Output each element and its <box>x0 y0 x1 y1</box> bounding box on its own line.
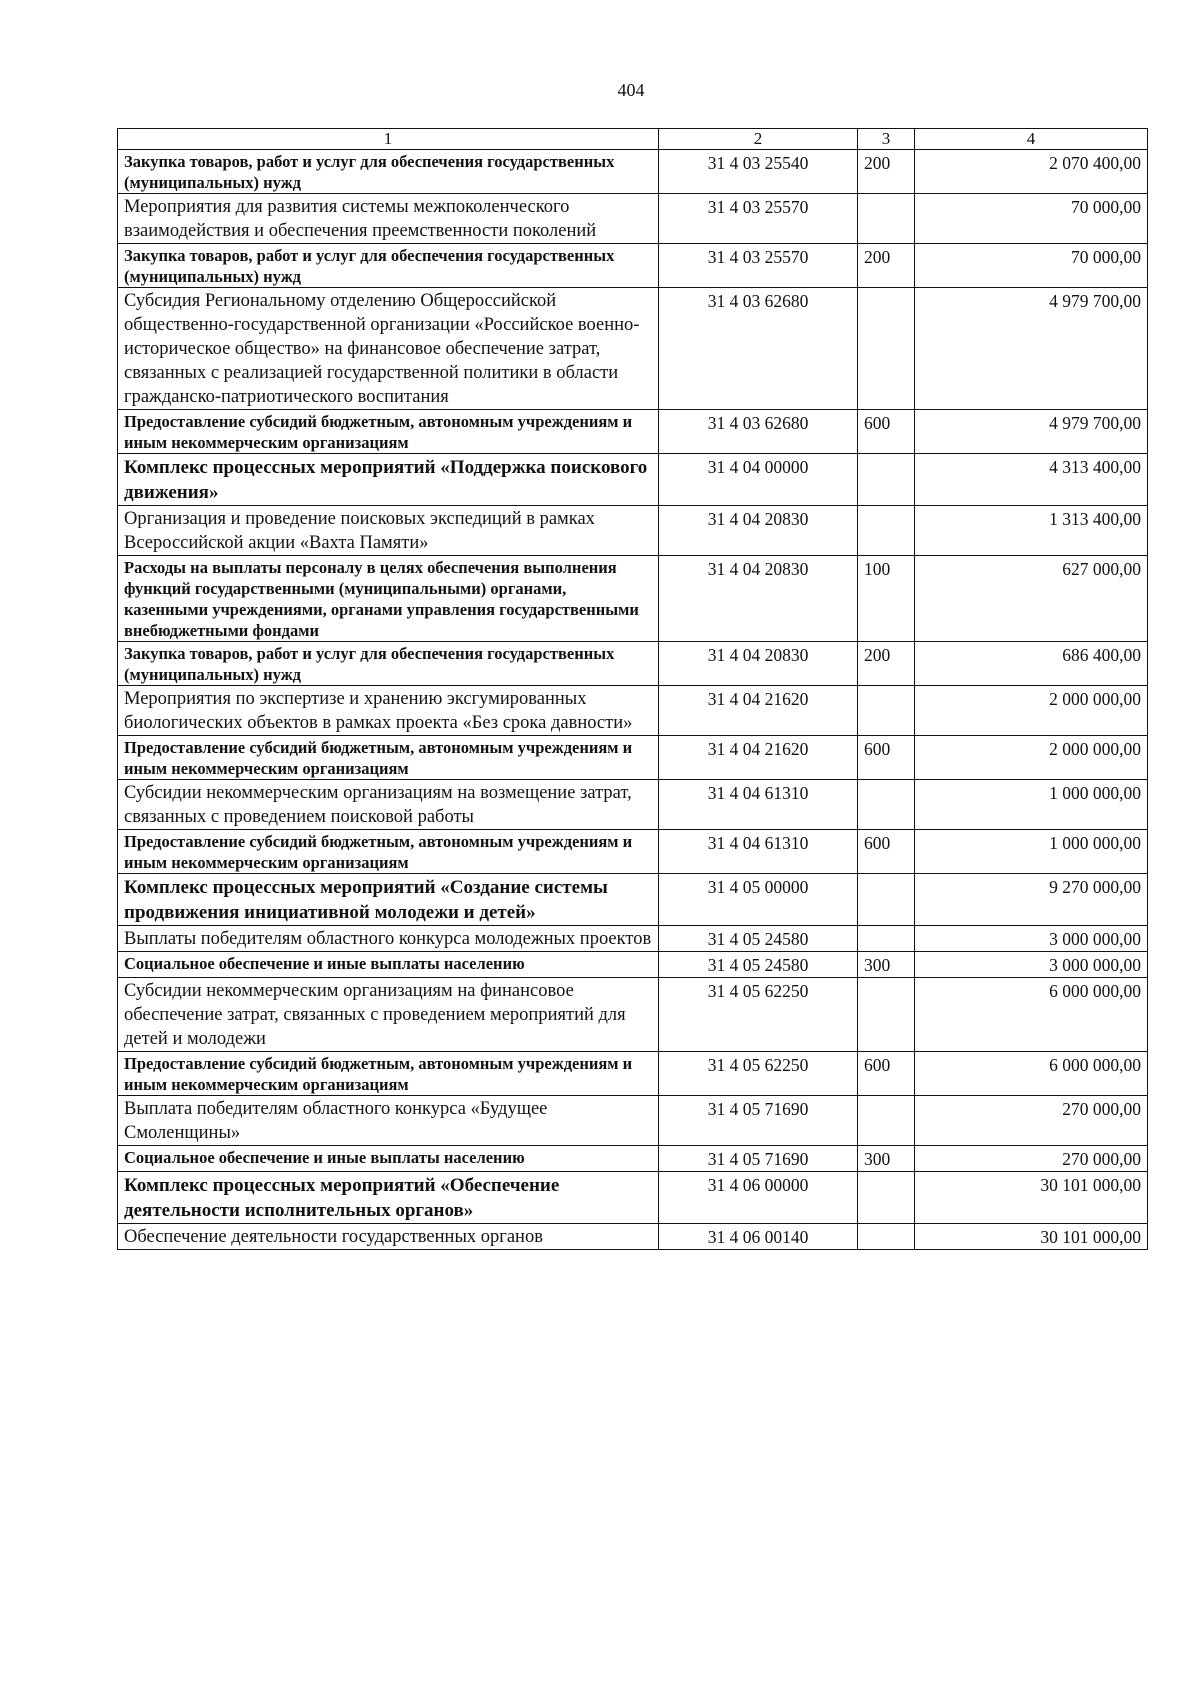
row-amount-cell: 70 000,00 <box>915 194 1148 244</box>
row-code-cell: 31 4 05 24580 <box>659 926 858 952</box>
table-row <box>118 1146 1148 1172</box>
row-code-cell: 31 4 06 00000 <box>659 1172 858 1224</box>
row-amount-cell: 3 000 000,00 <box>915 926 1148 952</box>
table-row <box>118 506 1148 556</box>
row-type-cell <box>858 978 915 1052</box>
row-code-cell: 31 4 05 00000 <box>659 874 858 926</box>
row-amount-cell: 4 313 400,00 <box>915 454 1148 506</box>
row-code-cell: 31 4 06 00140 <box>659 1224 858 1250</box>
row-code-cell: 31 4 04 20830 <box>659 642 858 686</box>
row-name-cell: Комплекс процессных мероприятий «Обеспечение деятельности исполнительных органов» <box>118 1172 659 1224</box>
row-name-cell: Закупка товаров, работ и услуг для обеспечения государственных (муниципальных) нужд <box>118 244 659 288</box>
row-name-cell: Организация и проведение поисковых экспедиций в рамках Всероссийской акции «Вахта Памяти» <box>118 506 659 556</box>
row-type-cell <box>858 686 915 736</box>
row-name-cell: Комплекс процессных мероприятий «Создание системы продвижения инициативной молодежи и детей» <box>118 874 659 926</box>
row-amount-cell: 1 000 000,00 <box>915 780 1148 830</box>
table-row <box>118 194 1148 244</box>
row-amount-cell: 1 000 000,00 <box>915 830 1148 874</box>
row-name-cell: Выплаты победителям областного конкурса молодежных проектов <box>118 926 659 952</box>
row-code-cell: 31 4 03 25570 <box>659 244 858 288</box>
row-type-cell: 300 <box>858 1146 915 1172</box>
row-type-cell <box>858 194 915 244</box>
table-row <box>118 244 1148 288</box>
header-col-3: 3 <box>858 129 915 150</box>
row-name-cell: Выплата победителям областного конкурса «Будущее Смоленщины» <box>118 1096 659 1146</box>
row-code-cell: 31 4 04 00000 <box>659 454 858 506</box>
table-row <box>118 952 1148 978</box>
row-type-cell <box>858 288 915 410</box>
row-name-cell: Закупка товаров, работ и услуг для обеспечения государственных (муниципальных) нужд <box>118 150 659 194</box>
row-type-cell: 600 <box>858 736 915 780</box>
row-type-cell <box>858 506 915 556</box>
row-code-cell: 31 4 04 61310 <box>659 780 858 830</box>
row-amount-cell: 2 070 400,00 <box>915 150 1148 194</box>
row-type-cell: 100 <box>858 556 915 642</box>
row-name-cell: Закупка товаров, работ и услуг для обеспечения государственных (муниципальных) нужд <box>118 642 659 686</box>
row-code-cell: 31 4 04 20830 <box>659 506 858 556</box>
table-row <box>118 736 1148 780</box>
table-row <box>118 1052 1148 1096</box>
row-type-cell <box>858 1224 915 1250</box>
row-name-cell: Субсидии некоммерческим организациям на финансовое обеспечение затрат, связанных с проведением мероприятий для детей и молодежи <box>118 978 659 1052</box>
table-row <box>118 926 1148 952</box>
row-amount-cell: 3 000 000,00 <box>915 952 1148 978</box>
row-code-cell: 31 4 04 21620 <box>659 736 858 780</box>
header-col-1: 1 <box>118 129 659 150</box>
row-code-cell: 31 4 04 61310 <box>659 830 858 874</box>
row-name-cell: Обеспечение деятельности государственных органов <box>118 1224 659 1250</box>
row-type-cell <box>858 1096 915 1146</box>
row-name-cell: Предоставление субсидий бюджетным, автономным учреждениям и иным некоммерческим организациям <box>118 736 659 780</box>
table-row <box>118 874 1148 926</box>
row-amount-cell: 1 313 400,00 <box>915 506 1148 556</box>
row-name-cell: Субсидии некоммерческим организациям на возмещение затрат, связанных с проведением поисковой работы <box>118 780 659 830</box>
row-type-cell: 600 <box>858 410 915 454</box>
table-row <box>118 410 1148 454</box>
row-name-cell: Мероприятия по экспертизе и хранению эксгумированных биологических объектов в рамках проекта «Без срока давности» <box>118 686 659 736</box>
table-row <box>118 150 1148 194</box>
row-name-cell: Социальное обеспечение и иные выплаты населению <box>118 1146 659 1172</box>
table-row <box>118 780 1148 830</box>
row-type-cell: 200 <box>858 244 915 288</box>
row-code-cell: 31 4 05 71690 <box>659 1096 858 1146</box>
row-amount-cell: 9 270 000,00 <box>915 874 1148 926</box>
row-amount-cell: 30 101 000,00 <box>915 1224 1148 1250</box>
table-header-row <box>118 129 1148 150</box>
table-row <box>118 1224 1148 1250</box>
header-col-4: 4 <box>915 129 1148 150</box>
table-row <box>118 830 1148 874</box>
row-code-cell: 31 4 05 62250 <box>659 978 858 1052</box>
row-amount-cell: 30 101 000,00 <box>915 1172 1148 1224</box>
row-amount-cell: 2 000 000,00 <box>915 686 1148 736</box>
table-row <box>118 1096 1148 1146</box>
table-row <box>118 686 1148 736</box>
row-type-cell: 600 <box>858 1052 915 1096</box>
row-name-cell: Расходы на выплаты персоналу в целях обеспечения выполнения функций государственными (муниципальными) органами, казенными учреждениями, органами управления государственными внебюджетными фондами <box>118 556 659 642</box>
row-name-cell: Социальное обеспечение и иные выплаты населению <box>118 952 659 978</box>
row-amount-cell: 627 000,00 <box>915 556 1148 642</box>
row-code-cell: 31 4 04 20830 <box>659 556 858 642</box>
budget-table-body <box>118 129 1148 1250</box>
row-code-cell: 31 4 03 62680 <box>659 288 858 410</box>
header-col-2: 2 <box>659 129 858 150</box>
row-amount-cell: 4 979 700,00 <box>915 288 1148 410</box>
row-type-cell <box>858 926 915 952</box>
row-code-cell: 31 4 05 62250 <box>659 1052 858 1096</box>
row-amount-cell: 270 000,00 <box>915 1146 1148 1172</box>
row-name-cell: Комплекс процессных мероприятий «Поддержка поискового движения» <box>118 454 659 506</box>
table-row <box>118 556 1148 642</box>
row-code-cell: 31 4 03 25570 <box>659 194 858 244</box>
table-row <box>118 1172 1148 1224</box>
row-name-cell: Предоставление субсидий бюджетным, автономным учреждениям и иным некоммерческим организациям <box>118 1052 659 1096</box>
table-row <box>118 642 1148 686</box>
row-type-cell <box>858 780 915 830</box>
row-amount-cell: 70 000,00 <box>915 244 1148 288</box>
row-code-cell: 31 4 05 24580 <box>659 952 858 978</box>
row-amount-cell: 2 000 000,00 <box>915 736 1148 780</box>
row-type-cell: 200 <box>858 150 915 194</box>
row-amount-cell: 4 979 700,00 <box>915 410 1148 454</box>
table-row <box>118 978 1148 1052</box>
row-type-cell: 600 <box>858 830 915 874</box>
table-row <box>118 454 1148 506</box>
row-amount-cell: 686 400,00 <box>915 642 1148 686</box>
row-code-cell: 31 4 04 21620 <box>659 686 858 736</box>
row-amount-cell: 6 000 000,00 <box>915 1052 1148 1096</box>
page-number: 404 <box>617 80 645 100</box>
row-name-cell: Предоставление субсидий бюджетным, автономным учреждениям и иным некоммерческим организациям <box>118 830 659 874</box>
row-code-cell: 31 4 03 25540 <box>659 150 858 194</box>
row-name-cell: Субсидия Региональному отделению Общероссийской общественно-государственной организации «Российское военно-историческое общество» на финансовое обеспечение затрат, связанных с реализацией государственной политики в области гражданско-патриотического воспитания <box>118 288 659 410</box>
row-type-cell: 200 <box>858 642 915 686</box>
row-type-cell <box>858 874 915 926</box>
row-amount-cell: 270 000,00 <box>915 1096 1148 1146</box>
row-type-cell <box>858 454 915 506</box>
budget-table <box>117 128 1148 1250</box>
row-type-cell: 300 <box>858 952 915 978</box>
row-name-cell: Мероприятия для развития системы межпоколенческого взаимодействия и обеспечения преемственности поколений <box>118 194 659 244</box>
row-type-cell <box>858 1172 915 1224</box>
row-amount-cell: 6 000 000,00 <box>915 978 1148 1052</box>
row-code-cell: 31 4 05 71690 <box>659 1146 858 1172</box>
row-code-cell: 31 4 03 62680 <box>659 410 858 454</box>
table-row <box>118 288 1148 410</box>
row-name-cell: Предоставление субсидий бюджетным, автономным учреждениям и иным некоммерческим организациям <box>118 410 659 454</box>
